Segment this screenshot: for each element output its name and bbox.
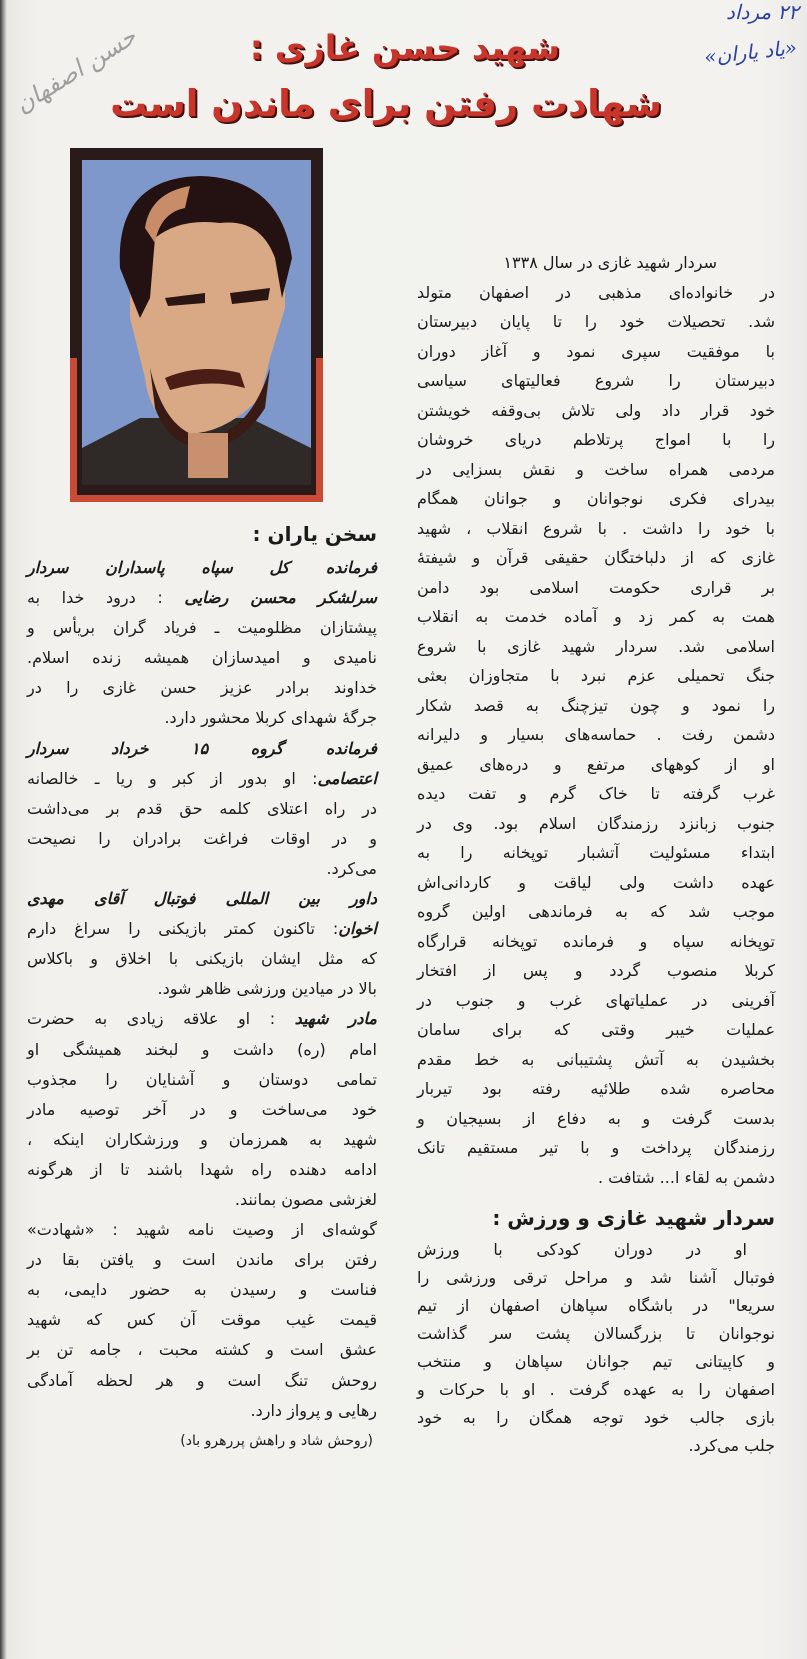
text-line — [27, 944, 377, 974]
speaker-name: داور بین المللی فوتبال آقای مهدی — [27, 889, 377, 909]
text-line: را با امواج پرتلاطم دریای خروشان — [417, 430, 775, 449]
text-line: بر قراری حکومت اسلامی بود دامن — [417, 577, 775, 597]
text-line — [27, 613, 377, 643]
text-line — [27, 1095, 377, 1125]
text-line: اصفهان را به عهده گرفت . او با حرکات و — [417, 1380, 775, 1399]
sport-section-text — [417, 1236, 775, 1460]
closing-prayer: (روحش شاد و راهش پررهرو باد) — [180, 1432, 373, 1449]
text-line: جنوب زبانزد رزمندگان اسلام بود. وی در — [417, 813, 775, 833]
quote-text: تمامی دوستان و آشنایان را مجذوب — [27, 1069, 377, 1089]
text-line: کربلا منصوب گردد و پس از افتخار — [417, 961, 775, 980]
text-line — [27, 553, 377, 583]
quote-text: می‌کرد. — [326, 858, 377, 878]
text-line: دشمن به لقاء ا... شتافت . — [597, 1167, 775, 1187]
text-line: شد. تحصیلات خود را تا پایان دبیرستان — [417, 312, 775, 331]
text-line: دبیرستان را شروع فعالیتهای سیاسی — [417, 371, 775, 390]
text-line: توپخانه سپاه و فرمانده توپخانه قرارگاه — [417, 931, 775, 951]
text-line — [27, 854, 377, 884]
quote-text: : تاکنون کمتر بازیکنی را سراغ دارم — [27, 919, 339, 939]
text-line: او در دوران کودکی با ورزش — [417, 1240, 747, 1259]
text-line: سریعا" در باشگاه سپاهان اصفهان از تیم — [417, 1296, 775, 1315]
quote-text: قیمت غیب موقت آن کس که شهید — [27, 1310, 377, 1330]
quote-text: شهید به همرزمان و ورزشکاران اینکه ، — [27, 1129, 377, 1149]
quote-text: : او بدور از کبر و ریا ـ خالصانه — [27, 768, 318, 788]
quote-text: پیشتازان مظلومیت ـ فریاد گران بریأس و — [27, 618, 377, 638]
quote-text: خود می‌ساخت و در آخر توصیه مادر — [27, 1099, 377, 1119]
quote-text: روحش تنگ است و هر لحظه آمادگی — [27, 1370, 377, 1390]
quote-text: نامیدی و امیدسازان همیشه زنده اسلام. — [27, 648, 377, 668]
text-line: دشمن رفت . حماسه‌های بسیار و دلیرانه — [417, 725, 775, 744]
text-line: سردار شهید غازی در سال ۱۳۳۸ — [503, 253, 717, 272]
text-line: همت به کمر زد و آماده خدمت به انقلاب — [417, 607, 775, 626]
text-line — [27, 1035, 377, 1065]
text-line — [27, 1155, 377, 1185]
text-line: جلب می‌کرد. — [688, 1436, 775, 1455]
text-line — [27, 1275, 377, 1305]
quote-text: رهایی و پرواز دارد. — [250, 1400, 377, 1420]
text-line — [27, 583, 377, 613]
text-line — [27, 914, 377, 944]
text-line — [27, 1305, 377, 1335]
text-line — [27, 1215, 377, 1245]
text-line: خود قرار داد ولی تلاش بی‌وقفه خویشتن — [417, 400, 775, 420]
quote-text: : او علاقه زیادی به حضرت — [27, 1009, 295, 1029]
quote-text: که مثل ایشان بازیکنی با اخلاق و باکلاس — [27, 949, 377, 969]
handwritten-note-annotation: «یاد یاران» — [703, 35, 798, 69]
text-line: بیدرای فکری نوجوانان و جوانان همگام — [417, 489, 775, 508]
text-line — [27, 794, 377, 824]
text-line — [27, 1396, 377, 1426]
portrait-photo — [70, 148, 323, 502]
speaker-name: اخوان — [338, 919, 377, 939]
text-line — [27, 1185, 377, 1215]
text-line — [27, 974, 377, 1004]
text-line: موجب شد که به فرماندهی اولین گروه — [417, 902, 775, 921]
text-line: عهده داشت ولی لیاقت و کاردانی‌اش — [417, 872, 775, 892]
quote-text: بالا در میادین ورزشی ظاهر شود. — [157, 979, 377, 999]
quote-text: خداوند برادر عزیز حسن غازی را در — [27, 678, 377, 698]
speaker-name: فرمانده گروه ۱۵ خرداد سردار — [27, 738, 377, 758]
handwritten-date-annotation: ۲۲ مرداد — [726, 0, 799, 24]
speaker-name: اعتصامی — [317, 768, 377, 788]
speaker-name: مادر شهید — [294, 1009, 378, 1029]
text-line: غازی که از دلباختگان حقیقی قرآن و شیفتهٔ — [417, 548, 775, 567]
biography-column — [417, 248, 775, 1460]
text-line: جنگ تحمیلی عزم نبرد با متجاوزان بعثی — [417, 666, 775, 685]
testimonials-text — [27, 553, 377, 1426]
text-line: فوتبال آشنا شد و مراحل ترقی ورزشی را — [417, 1268, 775, 1287]
handwritten-name-annotation: حسن اصفهان — [10, 22, 142, 119]
testimonials-heading: سخن یاران : — [252, 522, 377, 546]
text-line: مردمی همراه ساخت و نقش بسزایی در — [417, 459, 775, 479]
quote-text: در راه اعتلای کلمه حق قدم بر می‌داشت — [27, 798, 377, 818]
text-line: آفرینی در عملیاتهای غرب و جنوب در — [417, 990, 775, 1010]
quote-text: جرگهٔ شهدای کربلا محشور دارد. — [164, 708, 377, 728]
text-line — [27, 1366, 377, 1396]
text-line — [27, 703, 377, 733]
quote-text: و در اوقات فراغت برادران را نصیحت — [27, 828, 377, 848]
text-line — [27, 1335, 377, 1365]
text-line — [27, 1004, 377, 1034]
text-line: با موفقیت سپری نمود و آغاز دوران — [417, 341, 775, 361]
text-line — [27, 884, 377, 914]
text-line: او از کوههای مرتفع و دره‌های عمیق — [417, 754, 775, 774]
text-line: بازی جالب خود توجه همگان را به خود — [417, 1408, 775, 1427]
quote-text: گوشه‌ای از وصیت نامه شهید : «شهادت» — [27, 1220, 377, 1240]
text-line: با خود را داشت . با شروع انقلاب ، شهید — [417, 518, 775, 538]
text-line: نوجوانان تا بزرگسالان پشت سر گذاشت — [417, 1324, 775, 1343]
quote-text: ادامه دهنده راه شهدا باشند تا از هرگونه — [27, 1159, 377, 1179]
text-line: در خانواده‌ای مذهبی در اصفهان متولد — [417, 282, 775, 302]
text-line: غرب گرفته تا خاک گرم و تفت دیده — [417, 784, 775, 803]
text-line: عملیات خیبر وقتی که برای سامان — [417, 1020, 775, 1039]
biography-text — [417, 248, 775, 1192]
text-line — [27, 1245, 377, 1275]
text-line: بدست گرفت و به دفاع از بسیجیان و — [417, 1108, 775, 1128]
quote-text: امام (ره) داشت و لبخند همیشگی او — [27, 1039, 377, 1059]
text-line: و کاپیتانی تیم جوانان سپاهان و منتخب — [417, 1352, 775, 1371]
text-line: اسلامی شد. سردار شهید غازی با شروع — [417, 636, 775, 656]
text-line — [27, 643, 377, 673]
testimonials-column — [27, 515, 377, 1456]
quote-text: عشق است و کشته محبت ، جامه تن بر — [27, 1340, 377, 1360]
text-line: را نمود و چون تیزچنگ به قصد شکار — [417, 695, 775, 715]
quote-text: رفتن برای ماندن است و یافتن بقا در — [27, 1250, 377, 1270]
quote-text: لغزشی مصون بمانند. — [234, 1189, 377, 1209]
text-line: محاصره شده طلائیه رفته بود تیربار — [417, 1079, 775, 1098]
text-line: رزمندگان پرداخت و با تیر مستقیم تانک — [417, 1138, 775, 1157]
text-line — [27, 1065, 377, 1095]
article-kicker: شهید حسن غازی : — [249, 28, 560, 67]
sport-section-heading: سردار شهید غازی و ورزش : — [492, 1206, 775, 1230]
text-line: ابتداء مسئولیت آتشبار توپخانه را به — [417, 843, 775, 862]
text-line — [27, 764, 377, 794]
quote-text: : درود خدا به — [27, 588, 185, 608]
article-headline: شهادت رفتن برای ماندن است — [110, 82, 662, 125]
text-line: بخشیدن به آتش پشتیبانی به خط مقدم — [417, 1049, 775, 1069]
text-line — [27, 673, 377, 703]
text-line — [27, 734, 377, 764]
speaker-name: فرمانده کل سپاه پاسداران سردار — [27, 558, 377, 577]
text-line — [27, 824, 377, 854]
speaker-name: سرلشکر محسن رضایی — [184, 588, 377, 608]
text-line — [27, 1125, 377, 1155]
quote-text: فناست و رسیدن به حضور دایمی، به — [27, 1280, 377, 1300]
